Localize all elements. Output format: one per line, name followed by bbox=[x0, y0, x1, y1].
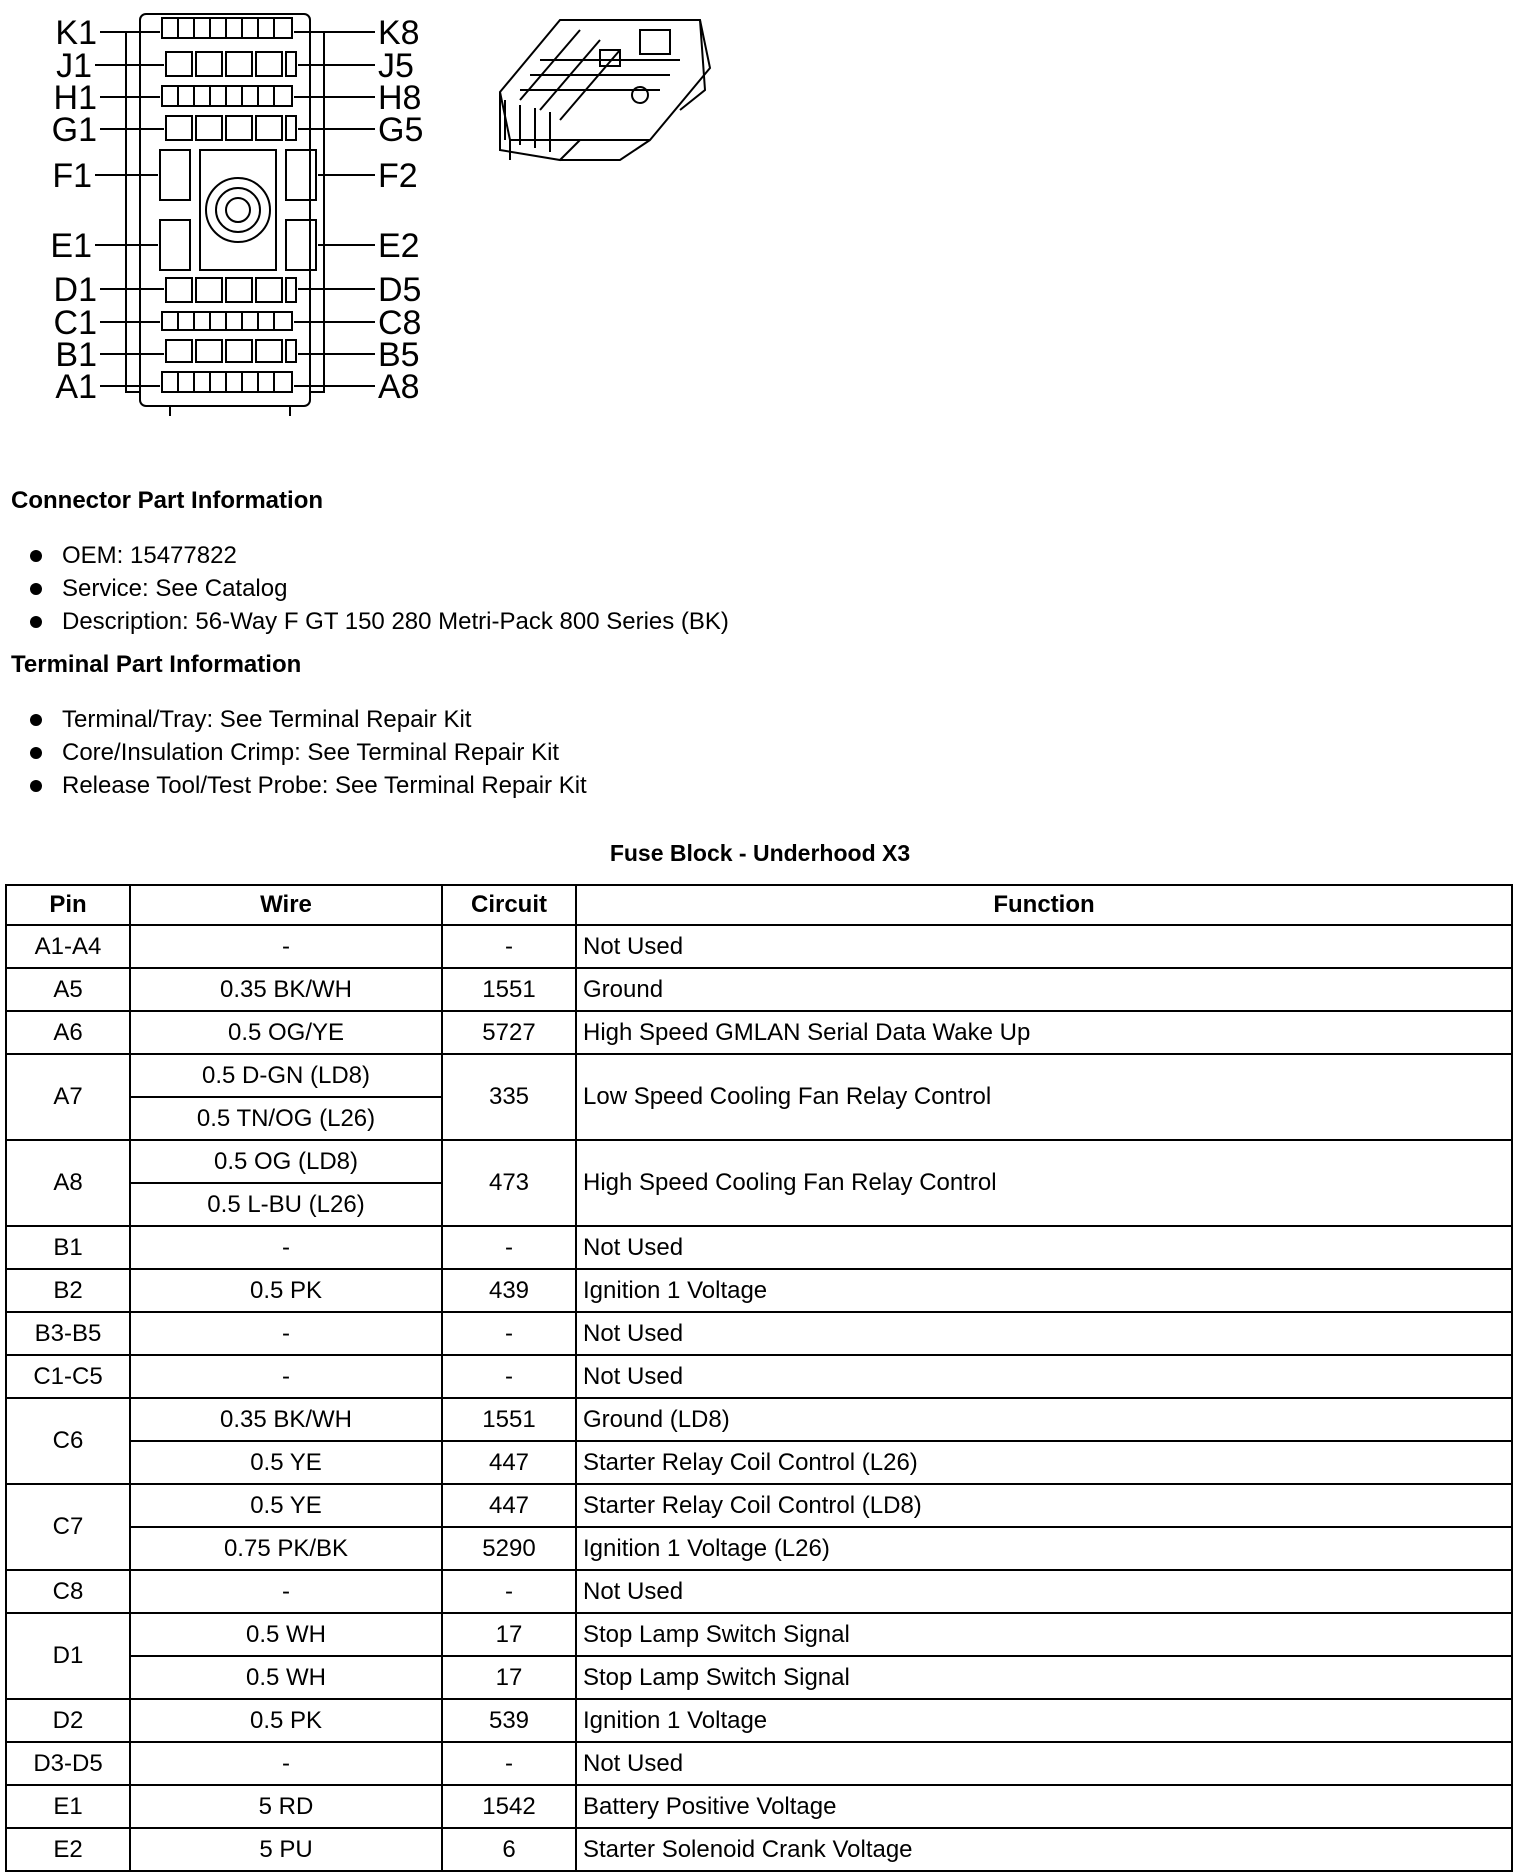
list-item: Description: 56-Way F GT 150 280 Metri-Pack 800 Series (BK) bbox=[30, 605, 729, 638]
table-row bbox=[6, 1398, 1512, 1441]
connector-diagram bbox=[0, 0, 1520, 440]
cell-wire: 0.35 BK/WH bbox=[130, 968, 442, 1011]
cell-pin: E1 bbox=[6, 1785, 130, 1828]
cell-function: Starter Relay Coil Control (LD8) bbox=[576, 1484, 1512, 1527]
pin-row-k bbox=[162, 18, 292, 38]
pin-label-left: J1 bbox=[56, 47, 92, 85]
cell-pin: E2 bbox=[6, 1828, 130, 1871]
cell-wire: 5 PU bbox=[130, 1828, 442, 1871]
header-wire: Wire bbox=[130, 885, 442, 925]
pin-label-right: E2 bbox=[378, 227, 420, 265]
cell-wire: 0.5 PK bbox=[130, 1269, 442, 1312]
pin-label-right: J5 bbox=[378, 47, 414, 85]
cell-wire: 5 RD bbox=[130, 1785, 442, 1828]
cell-circuit: 1551 bbox=[442, 968, 576, 1011]
cell-circuit: - bbox=[442, 1312, 576, 1355]
table-row bbox=[6, 1570, 1512, 1613]
list-item: Core/Insulation Crimp: See Terminal Repair Kit bbox=[30, 736, 587, 769]
cell-function: Stop Lamp Switch Signal bbox=[576, 1656, 1512, 1699]
cell-function: Not Used bbox=[576, 925, 1512, 968]
table-row bbox=[6, 1011, 1512, 1054]
cell-function: Ground (LD8) bbox=[576, 1398, 1512, 1441]
cell-pin: B3-B5 bbox=[6, 1312, 130, 1355]
cell-function: Starter Relay Coil Control (L26) bbox=[576, 1441, 1512, 1484]
cell-wire: 0.35 BK/WH bbox=[130, 1398, 442, 1441]
cell-pin: B2 bbox=[6, 1269, 130, 1312]
pin-row-b bbox=[166, 340, 296, 362]
cell-wire: 0.5 L-BU (L26) bbox=[130, 1183, 442, 1226]
cell-wire: 0.5 WH bbox=[130, 1656, 442, 1699]
pin-label-left: K1 bbox=[55, 14, 97, 52]
pin-label-right: H8 bbox=[378, 79, 422, 117]
connector-part-info-title: Connector Part Information bbox=[11, 487, 324, 514]
table-row bbox=[6, 1269, 1512, 1312]
table-row bbox=[6, 1441, 1512, 1484]
cell-function: Low Speed Cooling Fan Relay Control bbox=[576, 1054, 1512, 1140]
cell-wire: 0.5 D-GN (LD8) bbox=[130, 1054, 442, 1097]
cell-wire: 0.5 YE bbox=[130, 1441, 442, 1484]
cell-pin: C6 bbox=[6, 1398, 130, 1484]
cell-function: Not Used bbox=[576, 1312, 1512, 1355]
pin-row-g bbox=[166, 116, 296, 140]
cell-circuit: 5290 bbox=[442, 1527, 576, 1570]
cell-pin: A7 bbox=[6, 1054, 130, 1140]
cell-pin: C8 bbox=[6, 1570, 130, 1613]
pin-label-right: C8 bbox=[378, 304, 422, 342]
terminal-part-info-title: Terminal Part Information bbox=[11, 651, 302, 678]
cell-circuit: 539 bbox=[442, 1699, 576, 1742]
cell-circuit: - bbox=[442, 1355, 576, 1398]
pin-label-right: G5 bbox=[378, 111, 424, 149]
terminal-part-info-list bbox=[30, 703, 587, 802]
table-row bbox=[6, 925, 1512, 968]
cell-circuit: 1551 bbox=[442, 1398, 576, 1441]
table-row bbox=[6, 1699, 1512, 1742]
table-header-row bbox=[6, 885, 1512, 925]
pin-label-left: H1 bbox=[53, 79, 97, 117]
cell-circuit: 439 bbox=[442, 1269, 576, 1312]
table-row bbox=[6, 1226, 1512, 1269]
table-row bbox=[6, 1484, 1512, 1527]
cell-pin: D2 bbox=[6, 1699, 130, 1742]
pin-row-j bbox=[166, 52, 296, 76]
list-item: OEM: 15477822 bbox=[30, 539, 729, 572]
cell-pin: A6 bbox=[6, 1011, 130, 1054]
cell-circuit: - bbox=[442, 1226, 576, 1269]
cell-pin: A8 bbox=[6, 1140, 130, 1226]
cell-function: Ignition 1 Voltage (L26) bbox=[576, 1527, 1512, 1570]
cell-wire: 0.5 OG (LD8) bbox=[130, 1140, 442, 1183]
cell-function: Not Used bbox=[576, 1226, 1512, 1269]
cell-wire: 0.5 OG/YE bbox=[130, 1011, 442, 1054]
cell-circuit: 1542 bbox=[442, 1785, 576, 1828]
pin-label-left: A1 bbox=[55, 368, 97, 406]
cell-circuit: 17 bbox=[442, 1656, 576, 1699]
table-row bbox=[6, 1828, 1512, 1871]
cell-circuit: 335 bbox=[442, 1054, 576, 1140]
cell-pin: B1 bbox=[6, 1226, 130, 1269]
pin-label-left: B1 bbox=[55, 336, 97, 374]
cell-pin: D1 bbox=[6, 1613, 130, 1699]
cell-circuit: 473 bbox=[442, 1140, 576, 1226]
cell-circuit: - bbox=[442, 925, 576, 968]
cell-function: High Speed Cooling Fan Relay Control bbox=[576, 1140, 1512, 1226]
cell-function: Stop Lamp Switch Signal bbox=[576, 1613, 1512, 1656]
cell-wire: - bbox=[130, 925, 442, 968]
table-row bbox=[6, 1613, 1512, 1656]
table-row bbox=[6, 1656, 1512, 1699]
pin-row-d bbox=[166, 278, 296, 302]
cell-circuit: 6 bbox=[442, 1828, 576, 1871]
list-item: Release Tool/Test Probe: See Terminal Repair Kit bbox=[30, 769, 587, 802]
list-item: Service: See Catalog bbox=[30, 572, 729, 605]
cell-pin: D3-D5 bbox=[6, 1742, 130, 1785]
cavity-f2 bbox=[286, 150, 316, 200]
cell-wire: 0.5 PK bbox=[130, 1699, 442, 1742]
cell-function: Starter Solenoid Crank Voltage bbox=[576, 1828, 1512, 1871]
cell-wire: - bbox=[130, 1226, 442, 1269]
header-circuit: Circuit bbox=[442, 885, 576, 925]
pin-label-right: B5 bbox=[378, 336, 420, 374]
cell-circuit: 447 bbox=[442, 1484, 576, 1527]
table-row bbox=[6, 1355, 1512, 1398]
table-row bbox=[6, 1527, 1512, 1570]
cell-circuit: - bbox=[442, 1742, 576, 1785]
connector-isometric-view bbox=[500, 20, 710, 160]
pin-label-right: A8 bbox=[378, 368, 420, 406]
table-row bbox=[6, 1140, 1512, 1183]
cell-function: High Speed GMLAN Serial Data Wake Up bbox=[576, 1011, 1512, 1054]
cell-wire: - bbox=[130, 1570, 442, 1613]
pin-label-left: D1 bbox=[53, 271, 97, 309]
header-pin: Pin bbox=[6, 885, 130, 925]
cell-function: Not Used bbox=[576, 1355, 1512, 1398]
pin-row-c bbox=[162, 312, 292, 330]
table-row bbox=[6, 1312, 1512, 1355]
cell-wire: - bbox=[130, 1312, 442, 1355]
table-row bbox=[6, 1742, 1512, 1785]
pin-label-right: K8 bbox=[378, 14, 420, 52]
pin-label-right: F2 bbox=[378, 157, 418, 195]
pin-label-left: F1 bbox=[52, 157, 92, 195]
cell-wire: 0.5 TN/OG (L26) bbox=[130, 1097, 442, 1140]
pin-label-left: C1 bbox=[53, 304, 97, 342]
cell-function: Ground bbox=[576, 968, 1512, 1011]
pin-table bbox=[5, 884, 1513, 1872]
cell-function: Not Used bbox=[576, 1742, 1512, 1785]
connector-part-info-list bbox=[30, 539, 729, 638]
pin-row-a bbox=[162, 372, 292, 392]
cell-wire: 0.5 YE bbox=[130, 1484, 442, 1527]
pin-row-h bbox=[162, 86, 292, 106]
cell-circuit: 5727 bbox=[442, 1011, 576, 1054]
cell-wire: - bbox=[130, 1742, 442, 1785]
cavity-e2 bbox=[286, 220, 316, 270]
cell-pin: C7 bbox=[6, 1484, 130, 1570]
cell-circuit: 447 bbox=[442, 1441, 576, 1484]
pin-label-left: G1 bbox=[51, 111, 97, 149]
table-row bbox=[6, 968, 1512, 1011]
cavity-e1 bbox=[160, 220, 190, 270]
cell-pin: C1-C5 bbox=[6, 1355, 130, 1398]
cell-pin: A5 bbox=[6, 968, 130, 1011]
pin-label-left: E1 bbox=[50, 227, 92, 265]
cavity-f1 bbox=[160, 150, 190, 200]
header-function: Function bbox=[576, 885, 1512, 925]
cell-circuit: 17 bbox=[442, 1613, 576, 1656]
table-caption: Fuse Block - Underhood X3 bbox=[609, 840, 911, 866]
cell-pin: A1-A4 bbox=[6, 925, 130, 968]
cell-function: Not Used bbox=[576, 1570, 1512, 1613]
table-row bbox=[6, 1785, 1512, 1828]
cell-function: Ignition 1 Voltage bbox=[576, 1269, 1512, 1312]
cell-wire: 0.5 WH bbox=[130, 1613, 442, 1656]
cell-circuit: - bbox=[442, 1570, 576, 1613]
list-item: Terminal/Tray: See Terminal Repair Kit bbox=[30, 703, 587, 736]
pin-label-right: D5 bbox=[378, 271, 422, 309]
cell-function: Ignition 1 Voltage bbox=[576, 1699, 1512, 1742]
cell-wire: 0.75 PK/BK bbox=[130, 1527, 442, 1570]
table-row bbox=[6, 1054, 1512, 1097]
cell-function: Battery Positive Voltage bbox=[576, 1785, 1512, 1828]
cell-wire: - bbox=[130, 1355, 442, 1398]
